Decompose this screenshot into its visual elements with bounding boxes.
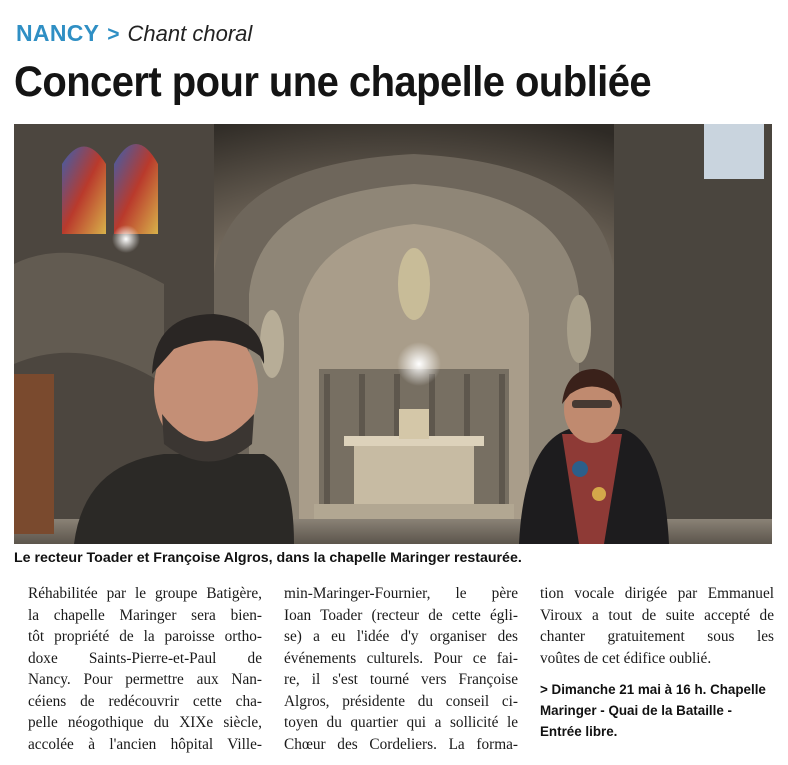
headline: Concert pour une chapelle oubliée [14,58,652,106]
rubric-label: Chant choral [127,21,253,46]
article-body [28,583,774,755]
text-line: toyen du quartier qui a sollicité le [284,714,518,731]
text-line: doxe Saints-Pierre-et-Paul de [28,649,262,667]
event-info-line: Maringer - Quai de la Bataille - [540,703,732,718]
text-line: pelle néogothique du XIXe siècle, [28,714,262,731]
event-info-line: > Dimanche 21 mai à 16 h. Chapelle [540,682,766,697]
text-line: Nancy. Pour permettre aux Nan- [28,671,262,688]
text-line: tion vocale dirigée par Emmanuel [540,585,774,602]
text-line: événements culturels. Pour ce fai- [284,649,518,667]
column-2 [284,583,518,755]
section-label: NANCY [16,20,100,46]
text-line: Algros, présidente du conseil ci- [284,692,518,710]
chevron-right-icon: > [107,23,120,46]
article-photo [14,124,772,544]
event-info [540,679,774,742]
text-line: céiens de redécouvrir cette cha- [28,692,262,710]
text-line: Ioan Toader (recteur de cette égli- [284,606,518,624]
event-info-line: Entrée libre. [540,724,618,739]
column-3 [540,583,774,755]
text-line: Chœur des Cordeliers. La forma- [284,735,518,753]
text-line: tôt propriété de la paroisse ortho- [28,628,262,645]
column-1 [28,583,262,755]
text-line: se) a eu l'idée d'y organiser des [284,628,518,645]
text-line: Viroux a tout de suite accepté de [540,606,774,624]
text-line: Réhabilitée par le groupe Batigère, [28,585,262,602]
text-line: la chapelle Maringer sera bien- [28,606,262,624]
text-line: min-Maringer-Fournier, le père [284,585,518,602]
photo-caption: Le recteur Toader et Françoise Algros, dans la chapelle Maringer restaurée. [14,550,522,566]
text-line: voûtes de cet édifice oublié. [540,649,712,667]
text-line: chanter gratuitement sous les [540,628,774,645]
kicker [16,20,252,50]
text-line: accolée à l'ancien hôpital Ville- [28,735,262,753]
text-line: re, il s'est tourné vers Françoise [284,671,518,688]
